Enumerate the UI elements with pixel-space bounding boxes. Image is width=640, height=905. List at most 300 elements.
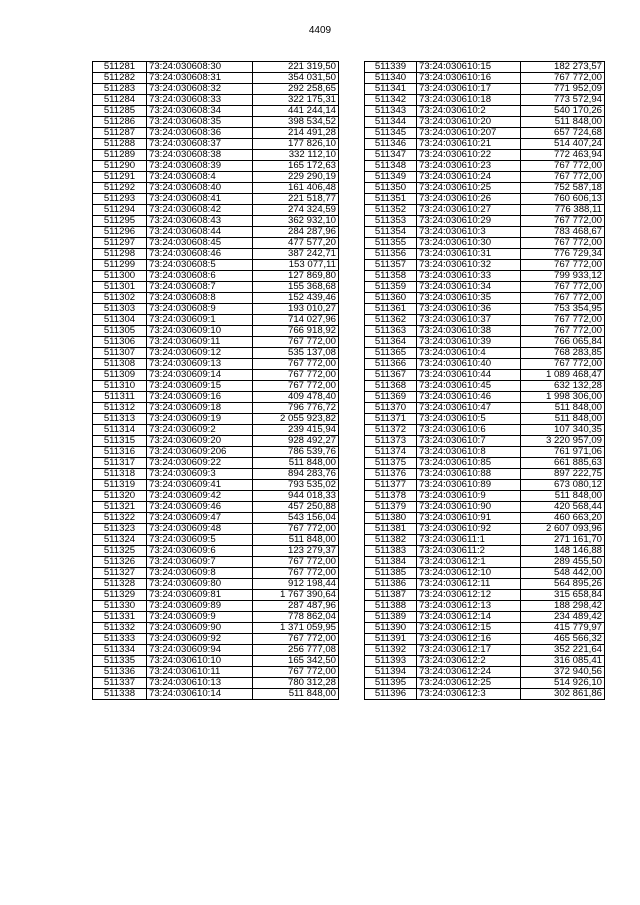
cadastral-value: 511 848,00 <box>253 535 339 546</box>
row-number: 511350 <box>365 183 417 194</box>
table-row <box>365 205 605 216</box>
table-row <box>93 117 339 128</box>
row-number: 511367 <box>365 370 417 381</box>
cadastral-number: 73:24:030608:6 <box>147 271 253 282</box>
cadastral-value: 778 862,04 <box>253 612 339 623</box>
cadastral-number: 73:24:030610:29 <box>417 216 521 227</box>
row-number: 511395 <box>365 678 417 689</box>
cadastral-number: 73:24:030609:13 <box>147 359 253 370</box>
cadastral-value: 773 572,94 <box>521 95 605 106</box>
cadastral-value: 799 933,12 <box>521 271 605 282</box>
row-number: 511386 <box>365 579 417 590</box>
cadastral-value: 767 772,00 <box>253 568 339 579</box>
table-row <box>365 447 605 458</box>
cadastral-number: 73:24:030610:39 <box>417 337 521 348</box>
cadastral-value: 771 952,09 <box>521 84 605 95</box>
table-row <box>93 73 339 84</box>
row-number: 511316 <box>93 447 147 458</box>
cadastral-number: 73:24:030609:5 <box>147 535 253 546</box>
cadastral-number: 73:24:030610:36 <box>417 304 521 315</box>
cadastral-number: 73:24:030612:13 <box>417 601 521 612</box>
cadastral-number: 73:24:030612:2 <box>417 656 521 667</box>
row-number: 511372 <box>365 425 417 436</box>
cadastral-number: 73:24:030608:30 <box>147 62 253 73</box>
cadastral-value: 302 861,86 <box>521 689 605 700</box>
cadastral-number: 73:24:030609:2 <box>147 425 253 436</box>
cadastral-number: 73:24:030608:40 <box>147 183 253 194</box>
cadastral-number: 73:24:030610:30 <box>417 238 521 249</box>
table-row <box>93 458 339 469</box>
table-row <box>365 128 605 139</box>
cadastral-value: 776 729,34 <box>521 249 605 260</box>
row-number: 511347 <box>365 150 417 161</box>
row-number: 511318 <box>93 469 147 480</box>
table-row <box>93 513 339 524</box>
cadastral-value: 271 161,70 <box>521 535 605 546</box>
cadastral-value: 234 489,42 <box>521 612 605 623</box>
table-row <box>365 535 605 546</box>
table-row <box>365 95 605 106</box>
table-row <box>365 315 605 326</box>
row-number: 511351 <box>365 194 417 205</box>
cadastral-value: 753 354,95 <box>521 304 605 315</box>
table-row <box>93 546 339 557</box>
row-number: 511298 <box>93 249 147 260</box>
cadastral-value: 221 518,77 <box>253 194 339 205</box>
table-row <box>365 667 605 678</box>
cadastral-number: 73:24:030610:20 <box>417 117 521 128</box>
row-number: 511334 <box>93 645 147 656</box>
row-number: 511387 <box>365 590 417 601</box>
cadastral-value: 767 772,00 <box>521 315 605 326</box>
row-number: 511292 <box>93 183 147 194</box>
cadastral-value: 152 439,46 <box>253 293 339 304</box>
cadastral-value: 148 146,88 <box>521 546 605 557</box>
table-row <box>365 645 605 656</box>
table-row <box>365 568 605 579</box>
row-number: 511313 <box>93 414 147 425</box>
cadastral-number: 73:24:030608:41 <box>147 194 253 205</box>
cadastral-value: 289 455,50 <box>521 557 605 568</box>
row-number: 511396 <box>365 689 417 700</box>
cadastral-value: 441 244,14 <box>253 106 339 117</box>
cadastral-value: 657 724,68 <box>521 128 605 139</box>
table-row <box>93 689 339 700</box>
cadastral-value: 316 085,41 <box>521 656 605 667</box>
table-row <box>93 436 339 447</box>
row-number: 511306 <box>93 337 147 348</box>
row-number: 511286 <box>93 117 147 128</box>
table-row <box>93 62 339 73</box>
table-row <box>365 590 605 601</box>
cadastral-number: 73:24:030610:37 <box>417 315 521 326</box>
table-row <box>365 359 605 370</box>
table-row <box>365 469 605 480</box>
row-number: 511323 <box>93 524 147 535</box>
cadastral-number: 73:24:030612:3 <box>417 689 521 700</box>
cadastral-number: 73:24:030610:15 <box>417 62 521 73</box>
cadastral-number: 73:24:030610:2 <box>417 106 521 117</box>
cadastral-value: 511 848,00 <box>253 689 339 700</box>
cadastral-number: 73:24:030608:36 <box>147 128 253 139</box>
row-number: 511366 <box>365 359 417 370</box>
cadastral-value: 511 848,00 <box>253 458 339 469</box>
row-number: 511315 <box>93 436 147 447</box>
cadastral-value: 284 287,96 <box>253 227 339 238</box>
row-number: 511341 <box>365 84 417 95</box>
cadastral-value: 460 663,20 <box>521 513 605 524</box>
row-number: 511319 <box>93 480 147 491</box>
row-number: 511326 <box>93 557 147 568</box>
cadastral-number: 73:24:030609:48 <box>147 524 253 535</box>
cadastral-number: 73:24:030609:206 <box>147 447 253 458</box>
cadastral-number: 73:24:030608:35 <box>147 117 253 128</box>
cadastral-number: 73:24:030610:22 <box>417 150 521 161</box>
cadastral-value: 2 055 923,82 <box>253 414 339 425</box>
cadastral-value: 767 772,00 <box>521 326 605 337</box>
row-number: 511375 <box>365 458 417 469</box>
table-row <box>365 238 605 249</box>
cadastral-value: 465 566,32 <box>521 634 605 645</box>
table-row <box>365 249 605 260</box>
table-row <box>365 414 605 425</box>
cadastral-number: 73:24:030609:3 <box>147 469 253 480</box>
cadastral-number: 73:24:030612:24 <box>417 667 521 678</box>
cadastral-number: 73:24:030609:19 <box>147 414 253 425</box>
cadastral-value: 322 175,31 <box>253 95 339 106</box>
table-row <box>365 326 605 337</box>
row-number: 511392 <box>365 645 417 656</box>
cadastral-number: 73:24:030608:32 <box>147 84 253 95</box>
cadastral-number: 73:24:030612:15 <box>417 623 521 634</box>
table-row <box>93 183 339 194</box>
row-number: 511309 <box>93 370 147 381</box>
row-number: 511297 <box>93 238 147 249</box>
cadastral-value: 214 491,28 <box>253 128 339 139</box>
table-row <box>93 381 339 392</box>
cadastral-number: 73:24:030610:7 <box>417 436 521 447</box>
cadastral-number: 73:24:030610:3 <box>417 227 521 238</box>
row-number: 511290 <box>93 161 147 172</box>
table-row <box>365 425 605 436</box>
cadastral-number: 73:24:030609:15 <box>147 381 253 392</box>
table-row <box>93 568 339 579</box>
cadastral-number: 73:24:030608:8 <box>147 293 253 304</box>
cadastral-value: 127 869,80 <box>253 271 339 282</box>
table-row <box>93 95 339 106</box>
cadastral-number: 73:24:030611:2 <box>417 546 521 557</box>
cadastral-value: 415 779,97 <box>521 623 605 634</box>
table-row <box>365 458 605 469</box>
cadastral-value: 767 772,00 <box>521 238 605 249</box>
row-number: 511364 <box>365 337 417 348</box>
row-number: 511284 <box>93 95 147 106</box>
cadastral-number: 73:24:030609:94 <box>147 645 253 656</box>
cadastral-number: 73:24:030610:13 <box>147 678 253 689</box>
row-number: 511282 <box>93 73 147 84</box>
cadastral-value: 760 606,13 <box>521 194 605 205</box>
cadastral-number: 73:24:030612:10 <box>417 568 521 579</box>
row-number: 511361 <box>365 304 417 315</box>
cadastral-value: 1 371 059,95 <box>253 623 339 634</box>
cadastral-value: 274 324,59 <box>253 205 339 216</box>
table-row <box>93 447 339 458</box>
row-number: 511385 <box>365 568 417 579</box>
cadastral-number: 73:24:030610:207 <box>417 128 521 139</box>
table-row <box>365 524 605 535</box>
cadastral-value: 543 156,04 <box>253 513 339 524</box>
cadastral-number: 73:24:030610:16 <box>417 73 521 84</box>
cadastral-number: 73:24:030609:7 <box>147 557 253 568</box>
cadastral-number: 73:24:030610:46 <box>417 392 521 403</box>
cadastral-number: 73:24:030612:16 <box>417 634 521 645</box>
table-row <box>93 205 339 216</box>
row-number: 511332 <box>93 623 147 634</box>
row-number: 511376 <box>365 469 417 480</box>
table-row <box>93 623 339 634</box>
registry-table-right <box>364 61 605 700</box>
row-number: 511377 <box>365 480 417 491</box>
row-number: 511355 <box>365 238 417 249</box>
cadastral-value: 894 283,76 <box>253 469 339 480</box>
cadastral-number: 73:24:030610:14 <box>147 689 253 700</box>
cadastral-value: 372 940,56 <box>521 667 605 678</box>
table-row <box>365 623 605 634</box>
table-row <box>93 645 339 656</box>
cadastral-value: 564 895,26 <box>521 579 605 590</box>
cadastral-value: 928 492,27 <box>253 436 339 447</box>
row-number: 511356 <box>365 249 417 260</box>
cadastral-value: 768 283,85 <box>521 348 605 359</box>
cadastral-number: 73:24:030609:81 <box>147 590 253 601</box>
cadastral-number: 73:24:030610:91 <box>417 513 521 524</box>
cadastral-number: 73:24:030610:34 <box>417 282 521 293</box>
cadastral-number: 73:24:030610:21 <box>417 139 521 150</box>
cadastral-value: 514 407,24 <box>521 139 605 150</box>
table-row <box>93 601 339 612</box>
row-number: 511285 <box>93 106 147 117</box>
cadastral-value: 761 971,06 <box>521 447 605 458</box>
table-row <box>93 590 339 601</box>
table-row <box>365 436 605 447</box>
cadastral-value: 767 772,00 <box>253 667 339 678</box>
row-number: 511345 <box>365 128 417 139</box>
cadastral-value: 766 918,92 <box>253 326 339 337</box>
row-number: 511322 <box>93 513 147 524</box>
row-number: 511293 <box>93 194 147 205</box>
cadastral-number: 73:24:030610:88 <box>417 469 521 480</box>
row-number: 511317 <box>93 458 147 469</box>
table-row <box>93 172 339 183</box>
cadastral-number: 73:24:030609:10 <box>147 326 253 337</box>
cadastral-number: 73:24:030609:89 <box>147 601 253 612</box>
table-row <box>365 194 605 205</box>
table-row <box>365 480 605 491</box>
cadastral-value: 793 535,02 <box>253 480 339 491</box>
cadastral-value: 409 478,40 <box>253 392 339 403</box>
row-number: 511327 <box>93 568 147 579</box>
cadastral-number: 73:24:030610:4 <box>417 348 521 359</box>
table-row <box>93 260 339 271</box>
row-number: 511331 <box>93 612 147 623</box>
row-number: 511330 <box>93 601 147 612</box>
row-number: 511299 <box>93 260 147 271</box>
cadastral-value: 332 112,10 <box>253 150 339 161</box>
cadastral-number: 73:24:030610:85 <box>417 458 521 469</box>
row-number: 511393 <box>365 656 417 667</box>
table-row <box>365 139 605 150</box>
cadastral-value: 897 222,75 <box>521 469 605 480</box>
row-number: 511291 <box>93 172 147 183</box>
cadastral-number: 73:24:030609:8 <box>147 568 253 579</box>
table-row <box>365 546 605 557</box>
cadastral-value: 767 772,00 <box>253 634 339 645</box>
cadastral-value: 767 772,00 <box>521 73 605 84</box>
cadastral-number: 73:24:030610:47 <box>417 403 521 414</box>
table-row <box>93 612 339 623</box>
cadastral-number: 73:24:030612:1 <box>417 557 521 568</box>
row-number: 511339 <box>365 62 417 73</box>
cadastral-number: 73:24:030610:9 <box>417 491 521 502</box>
table-row <box>365 150 605 161</box>
cadastral-value: 548 442,00 <box>521 568 605 579</box>
cadastral-value: 153 077,11 <box>253 260 339 271</box>
cadastral-value: 362 932,10 <box>253 216 339 227</box>
cadastral-value: 772 463,94 <box>521 150 605 161</box>
cadastral-number: 73:24:030608:4 <box>147 172 253 183</box>
cadastral-number: 73:24:030610:89 <box>417 480 521 491</box>
table-row <box>365 106 605 117</box>
cadastral-value: 420 568,44 <box>521 502 605 513</box>
cadastral-number: 73:24:030609:6 <box>147 546 253 557</box>
row-number: 511340 <box>365 73 417 84</box>
cadastral-number: 73:24:030609:42 <box>147 491 253 502</box>
cadastral-value: 767 772,00 <box>521 172 605 183</box>
cadastral-number: 73:24:030610:44 <box>417 370 521 381</box>
row-number: 511394 <box>365 667 417 678</box>
cadastral-value: 188 298,42 <box>521 601 605 612</box>
table-row <box>93 667 339 678</box>
row-number: 511295 <box>93 216 147 227</box>
row-number: 511281 <box>93 62 147 73</box>
cadastral-number: 73:24:030610:32 <box>417 260 521 271</box>
cadastral-number: 73:24:030610:92 <box>417 524 521 535</box>
cadastral-number: 73:24:030610:6 <box>417 425 521 436</box>
table-row <box>93 84 339 95</box>
cadastral-value: 177 826,10 <box>253 139 339 150</box>
table-row <box>365 183 605 194</box>
cadastral-value: 155 368,68 <box>253 282 339 293</box>
row-number: 511348 <box>365 161 417 172</box>
table-row <box>365 392 605 403</box>
cadastral-number: 73:24:030609:1 <box>147 315 253 326</box>
cadastral-number: 73:24:030609:18 <box>147 403 253 414</box>
cadastral-value: 123 279,37 <box>253 546 339 557</box>
table-row <box>93 634 339 645</box>
row-number: 511365 <box>365 348 417 359</box>
cadastral-number: 73:24:030610:18 <box>417 95 521 106</box>
cadastral-value: 661 885,63 <box>521 458 605 469</box>
table-row <box>365 73 605 84</box>
row-number: 511342 <box>365 95 417 106</box>
cadastral-value: 767 772,00 <box>521 161 605 172</box>
cadastral-value: 673 080,12 <box>521 480 605 491</box>
cadastral-number: 73:24:030610:27 <box>417 205 521 216</box>
table-row <box>93 359 339 370</box>
cadastral-number: 73:24:030609:16 <box>147 392 253 403</box>
table-row <box>93 326 339 337</box>
cadastral-number: 73:24:030612:17 <box>417 645 521 656</box>
table-row <box>365 601 605 612</box>
row-number: 511343 <box>365 106 417 117</box>
cadastral-number: 73:24:030610:5 <box>417 414 521 425</box>
table-row <box>365 502 605 513</box>
cadastral-value: 767 772,00 <box>253 370 339 381</box>
row-number: 511368 <box>365 381 417 392</box>
table-row <box>93 579 339 590</box>
table-row <box>365 172 605 183</box>
table-row <box>93 304 339 315</box>
row-number: 511294 <box>93 205 147 216</box>
cadastral-number: 73:24:030610:23 <box>417 161 521 172</box>
row-number: 511391 <box>365 634 417 645</box>
row-number: 511353 <box>365 216 417 227</box>
table-row <box>93 282 339 293</box>
cadastral-value: 193 010,27 <box>253 304 339 315</box>
cadastral-number: 73:24:030608:46 <box>147 249 253 260</box>
cadastral-value: 767 772,00 <box>253 381 339 392</box>
cadastral-value: 535 137,08 <box>253 348 339 359</box>
table-row <box>365 293 605 304</box>
cadastral-value: 165 172,63 <box>253 161 339 172</box>
cadastral-value: 3 220 957,09 <box>521 436 605 447</box>
table-row <box>93 678 339 689</box>
cadastral-value: 229 290,19 <box>253 172 339 183</box>
row-number: 511381 <box>365 524 417 535</box>
cadastral-number: 73:24:030609:20 <box>147 436 253 447</box>
table-row <box>365 491 605 502</box>
table-row <box>93 656 339 667</box>
table-row <box>365 381 605 392</box>
row-number: 511358 <box>365 271 417 282</box>
row-number: 511329 <box>93 590 147 601</box>
cadastral-value: 221 319,50 <box>253 62 339 73</box>
cadastral-value: 511 848,00 <box>521 491 605 502</box>
row-number: 511388 <box>365 601 417 612</box>
cadastral-number: 73:24:030612:12 <box>417 590 521 601</box>
row-number: 511287 <box>93 128 147 139</box>
table-row <box>365 656 605 667</box>
page-number: 4409 <box>308 25 332 36</box>
cadastral-number: 73:24:030608:44 <box>147 227 253 238</box>
cadastral-number: 73:24:030609:46 <box>147 502 253 513</box>
row-number: 511333 <box>93 634 147 645</box>
cadastral-number: 73:24:030610:24 <box>417 172 521 183</box>
row-number: 511354 <box>365 227 417 238</box>
cadastral-value: 780 312,28 <box>253 678 339 689</box>
table-row <box>365 513 605 524</box>
table-row <box>365 348 605 359</box>
row-number: 511302 <box>93 293 147 304</box>
row-number: 511370 <box>365 403 417 414</box>
cadastral-value: 477 577,20 <box>253 238 339 249</box>
cadastral-value: 354 031,50 <box>253 73 339 84</box>
cadastral-number: 73:24:030608:34 <box>147 106 253 117</box>
cadastral-value: 714 027,96 <box>253 315 339 326</box>
row-number: 511363 <box>365 326 417 337</box>
table-row <box>93 403 339 414</box>
table-row <box>365 304 605 315</box>
